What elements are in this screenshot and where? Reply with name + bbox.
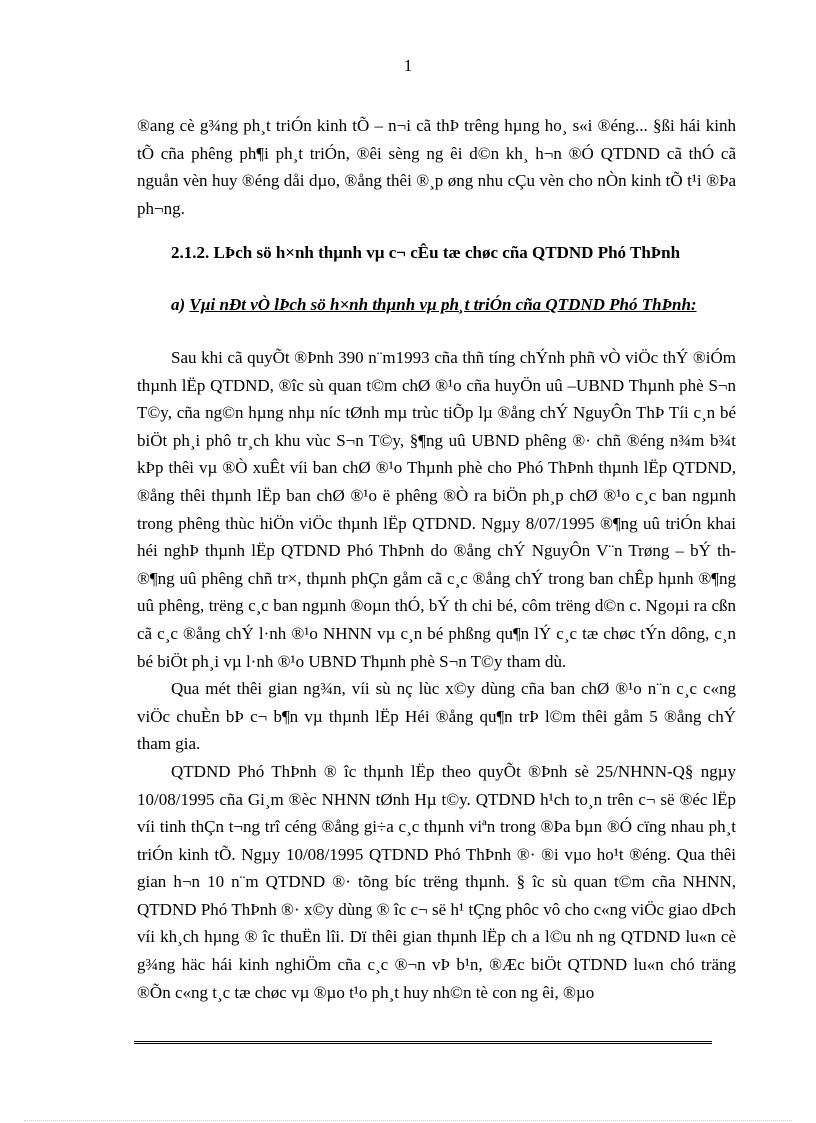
section-heading: 2.1.2. LÞch sö h×nh thµnh vµ c¬ cÊu tæ chøc cña QTDND Phó ThÞnh [171,243,681,262]
page-bottom-edge [24,1120,792,1121]
intro-text: ®ang cè g¾ng ph¸t triÓn kinh tÕ – n¬i cã thÞ trêng hµng ho¸ s«i ®éng... §ßi hái kinh tÕ cña phêng ph¶i ph¸t triÓn, ®êi sèng ng êi d©n kh¸ h¬n ®Ó QTDND cã thÓ cã nguån vèn huy ®éng dåi dµo, ®ång thêi ®¸p øng nhu cÇu vèn cho nÒn kinh tÕ t¹i ®Þa ph¬ng. [137,116,736,218]
page-number: 1 [403,56,413,75]
footer-divider [134,1041,712,1044]
body-paragraph-1: Sau khi cã quyÕt ®Þnh 390 n¨m1993 cña thñ tíng chÝnh phñ vÒ viÖc thÝ ®iÓm thµnh lËp QTDND, ®îc sù quan t©m chØ ®¹o cña huyÖn uû –UBND Thµnh phè S¬n T©y, cña ng©n hµng nhµ níc tØnh mµ trùc tiÕp lµ ®ång chÝ NguyÔn ThÞ Tíi c¸n bé biÖt ph¸i phô tr¸ch khu vùc S¬n T©y, §¶ng uû UBND phêng ®· chñ ®éng n¾m b¾t kÞp thêi vµ ®Ò xuÊt víi ban chØ ®¹o Thµnh phè cho Phó ThÞnh thµnh lËp QTDND, ®ång thêi thµnh lËp ban chØ ®¹o ë phêng ®Ò ra biÖn ph¸p chØ ®¹o c¸c ban ngµnh trong phêng thùc hiÖn viÖc thµnh lËp QTDND. Ngµy 8/07/1995 ®¶ng uû triÓn khai héi nghÞ thµnh lËp QTDND Phó ThÞnh do ®ång chÝ NguyÔn V¨n Trøng – bÝ th ®¶ng uû phêng chñ tr×, thµnh phÇn gåm cã c¸c ®ång chÝ trong ban chÊp hµnh ®¶ng uû phêng, trëng c¸c ban ngµnh ®oµn thÓ, bÝ th chi bé, côm trëng d©n c. Ngoµi ra cßn cã c¸c ®ång chÝ l·nh ®¹o NHNN vµ c¸n bé phßng qu¶n lÝ c¸c tæ chøc tÝn dông, c¸n bé biÖt ph¸i vµ l·nh ®¹o UBND Thµnh phè S¬n T©y tham dù. [137,348,736,671]
subsection-prefix: a) [171,295,190,314]
body-paragraph-2: Qua mét thêi gian ng¾n, víi sù nç lùc x©y dùng cña ban chØ ®¹o n¨n c¸c c«ng viÖc chuÈn bÞ c¬ b¶n vµ thµnh lËp Héi ®ång qu¶n trÞ l©m thêi gåm 5 ®ång chÝ tham gia. [137,679,736,754]
subsection-heading [137,292,740,318]
body-text [137,344,736,1006]
body-paragraph-3: QTDND Phó ThÞnh ® îc thµnh lËp theo quyÕt ®Þnh sè 25/NHNN-Q§ ngµy 10/08/1995 cña Gi¸m ®èc NHNN tØnh Hµ t©y. QTDND h¹ch to¸n trên c¬ së ®éc lËp víi tinh thÇn t¬ng trî céng ®ång gi÷a c¸c thµnh viªn trong ®Þa bµn ®Ó cïng nhau ph¸t triÓn kinh tÕ. Ngµy 10/08/1995 QTDND Phó ThÞnh ®· ®i vµo ho¹t ®éng. Qua thêi gian h¬n 10 n¨m QTDND ®· tõng bíc trëng thµnh. § îc sù quan t©m cña NHNN, QTDND Phó ThÞnh ®· x©y dùng ® îc c¬ së h¹ tÇng phôc vô cho c«ng viÖc giao dÞch víi kh¸ch hµng ® îc thuËn lîi. Dï thêi gian thµnh lËp ch a l©u nh ng QTDND lu«n cè g¾ng häc hái kinh nghiÖm cña c¸c ®¬n vÞ b¹n, ®Æc biÖt QTDND lu«n chó träng ®Õn c«ng t¸c tæ chøc vµ ®µo t¹o ph¸t huy nh©n tè con ng êi, ®µo [137,761,736,1002]
intro-paragraph [137,112,736,222]
subsection-title: Vµi nÐt vÒ lÞch sö h×nh thµnh vµ ph¸t triÓn cña QTDND Phó ThÞnh: [189,295,697,314]
